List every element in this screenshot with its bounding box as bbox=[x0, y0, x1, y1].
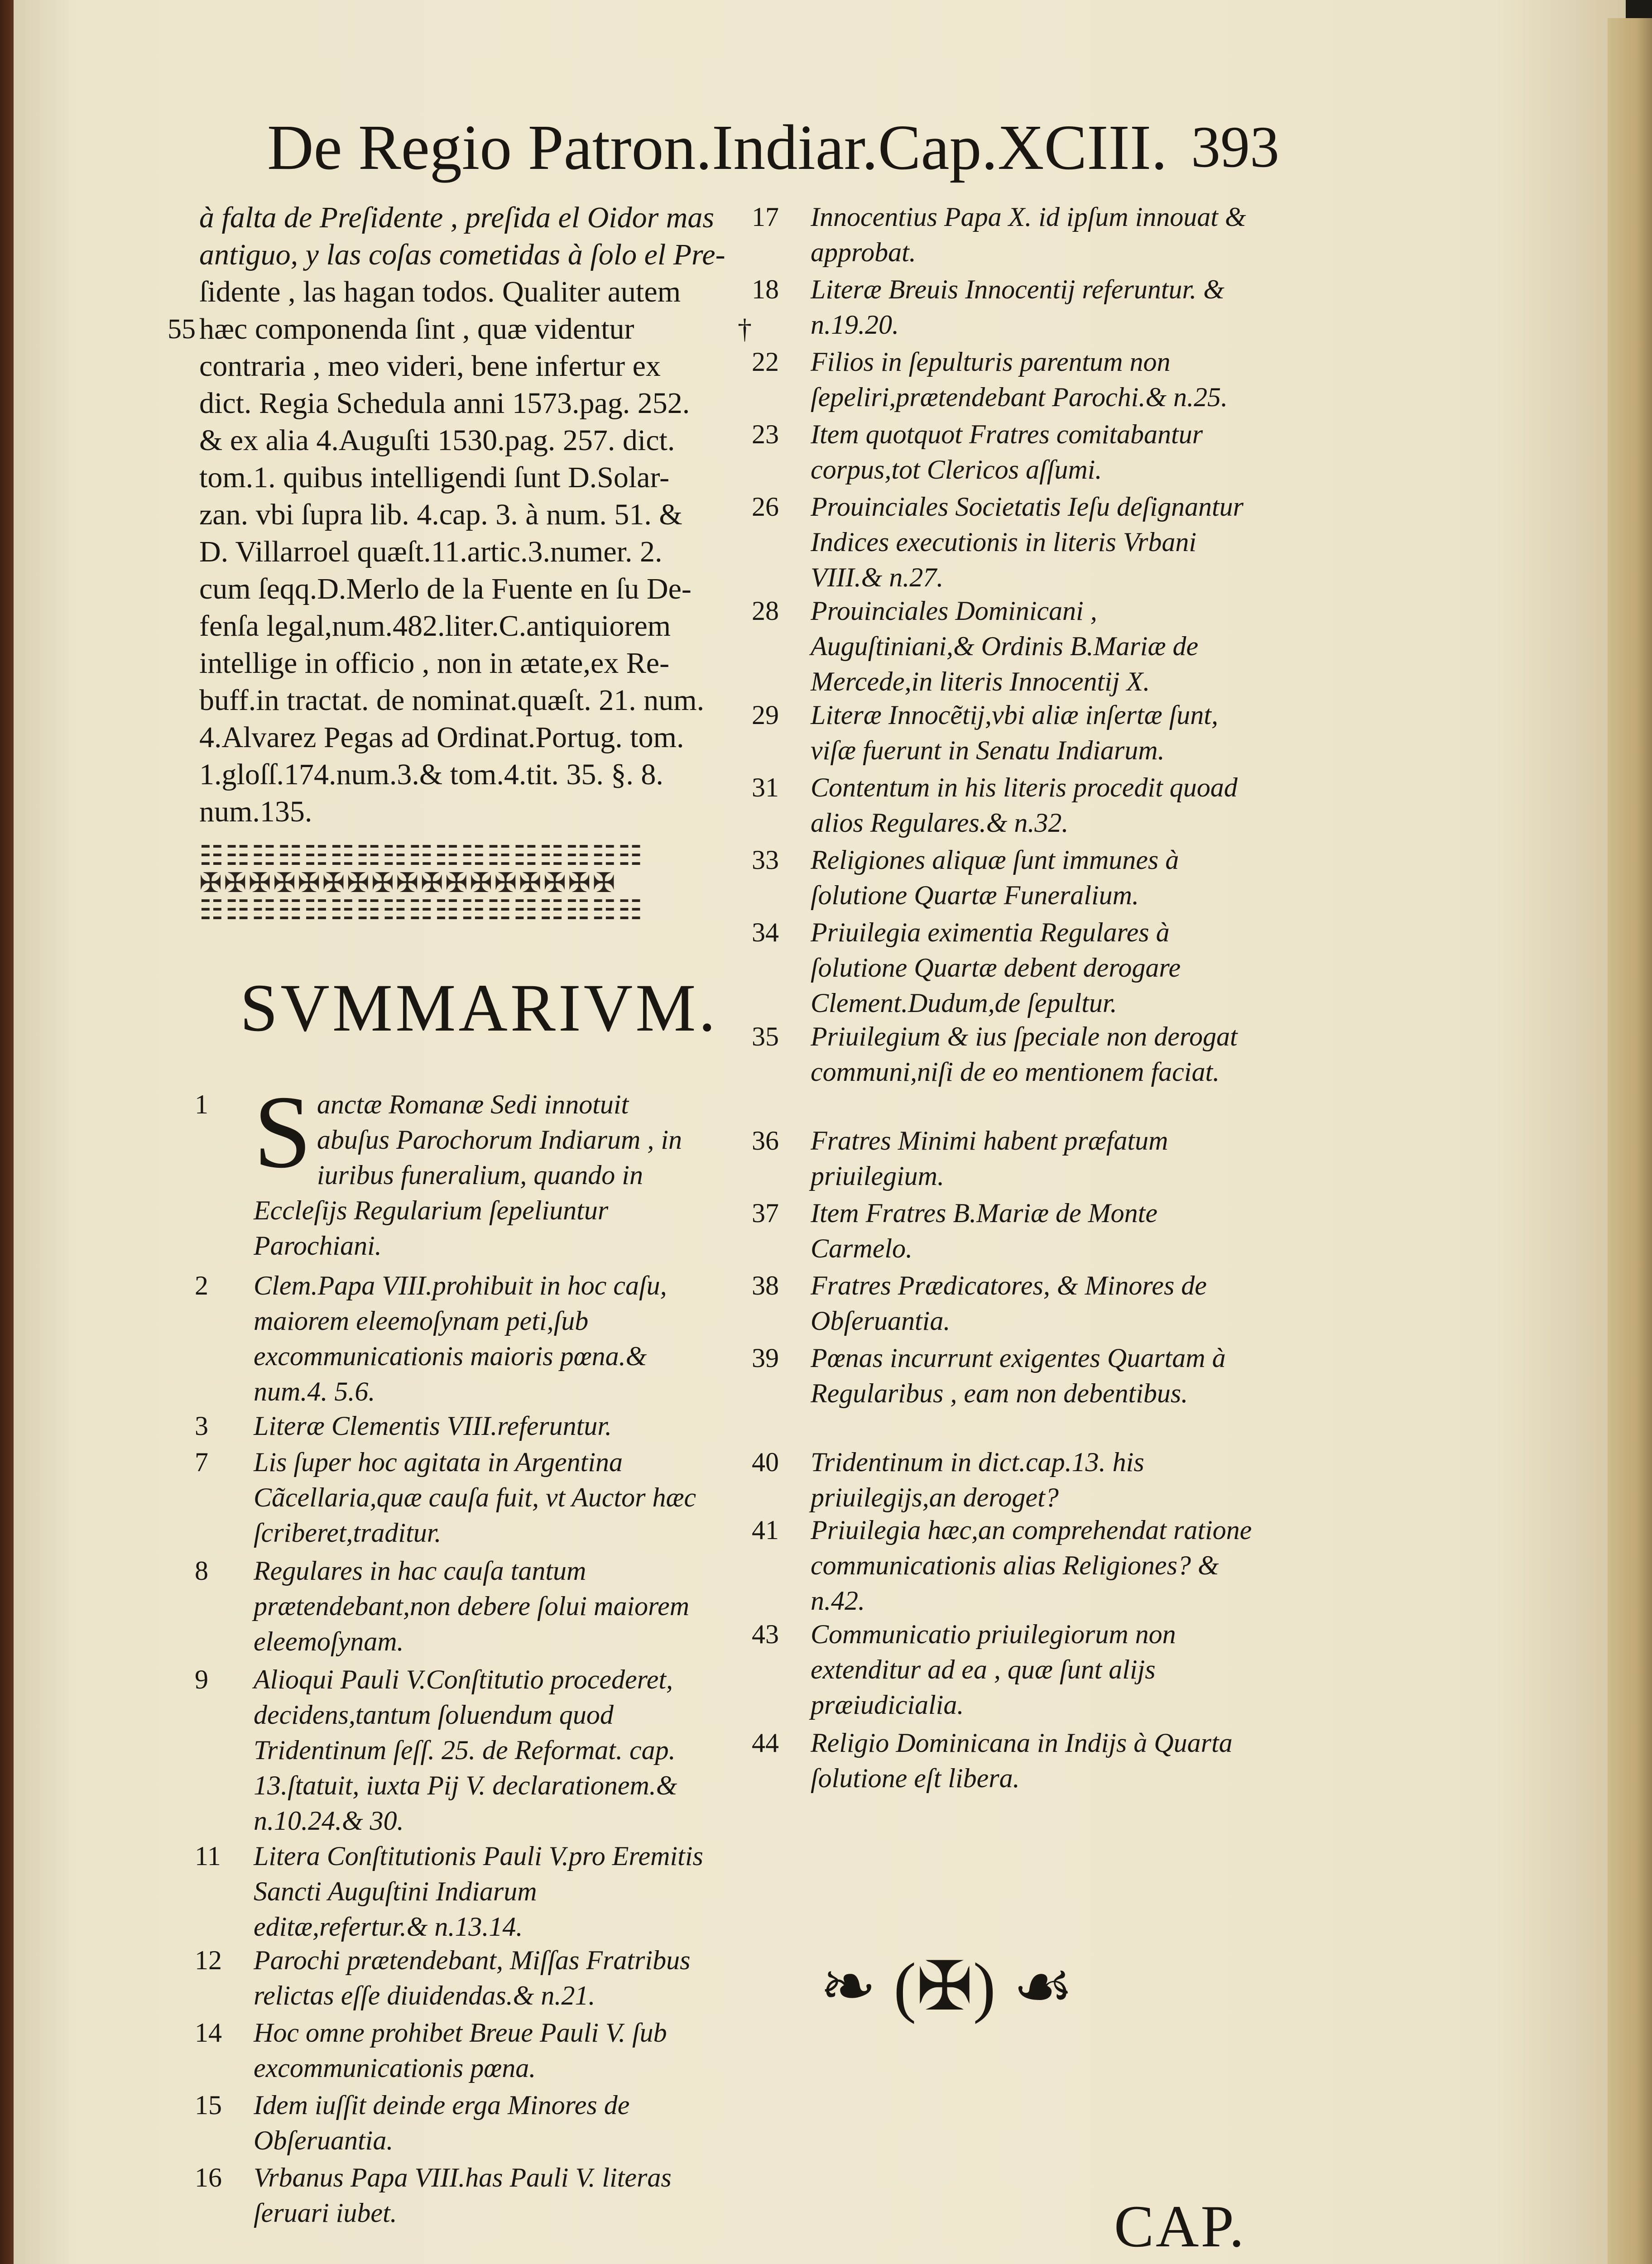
entry-text: Item quotquot Fratres comitabantur corpus,tot Clericos aſſumi. bbox=[811, 419, 1203, 484]
summary-entry bbox=[195, 1408, 706, 1444]
summary-title: SVMMARIVM. bbox=[240, 970, 719, 1046]
text-line: antiguo, y las coſas cometidas à ſolo el Pre- bbox=[199, 238, 725, 271]
entry-text: Vrbanus Papa VIII.has Pauli V. literas ſeruari iubet. bbox=[254, 2163, 672, 2228]
entry-number: 31 bbox=[752, 772, 779, 802]
entry-number: 38 bbox=[752, 1271, 779, 1300]
summary-entry bbox=[752, 1725, 1263, 1796]
summary-entry bbox=[752, 697, 1263, 768]
entry-number: 35 bbox=[752, 1022, 779, 1051]
text-line: & ex alia 4.Auguſti 1530.pag. 257. dict. bbox=[199, 424, 675, 457]
entry-text: Prouinciales Dominicani , Auguſtiniani,& Ordinis B.Mariæ de Mercede,in literis Innocentij X. bbox=[811, 596, 1199, 696]
summary-entry bbox=[752, 272, 1263, 342]
entry-number: 8 bbox=[195, 1556, 208, 1586]
summary-entry bbox=[195, 2160, 706, 2230]
entry-number: 44 bbox=[752, 1728, 779, 1758]
entry-text: Filios in ſepulturis parentum non ſepeliri,prætendebant Parochi.& n.25. bbox=[811, 347, 1228, 412]
entry-number: 3 bbox=[195, 1411, 208, 1441]
entry-text: Innocentius Papa X. id ipſum innouat & approbat. bbox=[811, 202, 1246, 267]
text-line: à falta de Preſidente , preſida el Oidor mas bbox=[199, 201, 715, 234]
page-edge bbox=[1608, 18, 1652, 2264]
summary-entry bbox=[752, 1123, 1263, 1194]
summary-entry bbox=[752, 593, 1263, 699]
entry-text: Priuilegium & ius ſpeciale non derogat communi,niſi de eo mentionem faciat. bbox=[811, 1022, 1238, 1087]
summary-entry bbox=[752, 915, 1263, 1021]
main-paragraph bbox=[168, 199, 752, 830]
entry-number: 9 bbox=[195, 1664, 208, 1694]
entry-number: 43 bbox=[752, 1619, 779, 1649]
summary-entry bbox=[752, 1268, 1263, 1338]
entry-number: 14 bbox=[195, 2018, 222, 2048]
margin-number: 55 bbox=[168, 314, 196, 345]
entry-number: 17 bbox=[752, 202, 779, 232]
book-page bbox=[14, 0, 1626, 2264]
text-line: buff.in tractat. de nominat.quæſt. 21. num. bbox=[199, 684, 705, 717]
summary-entry bbox=[752, 1340, 1263, 1411]
entry-number: 33 bbox=[752, 845, 779, 875]
entry-text: Tridentinum in dict.cap.13. his priuilegijs,an deroget? bbox=[811, 1447, 1144, 1512]
summary-entry bbox=[752, 1616, 1263, 1722]
summary-entry bbox=[195, 1074, 706, 1263]
text-line: zan. vbi ſupra lib. 4.cap. 3. à num. 51. & bbox=[199, 498, 682, 531]
catchword: CAP. bbox=[1114, 2193, 1246, 2259]
text-line: hæc componenda ſint , quæ videntur bbox=[199, 312, 634, 345]
entry-text: Litera Conſtitutionis Pauli V.pro Eremitis Sancti Auguſtini Indiarum editæ,refertur.& n.13.14. bbox=[254, 1841, 703, 1942]
summary-entry bbox=[752, 344, 1263, 415]
entry-text: Fratres Prædicatores, & Minores de Obſeruantia. bbox=[811, 1271, 1207, 1336]
entry-text: Prouinciales Societatis Ieſu deſignantur Indices executionis in literis Vrbani VIII.& n.27. bbox=[811, 492, 1244, 592]
entry-text: Parochi prætendebant, Miſſas Fratribus relictas eſſe diuidendas.& n.21. bbox=[254, 1945, 691, 2010]
page-number: 393 bbox=[1191, 115, 1279, 180]
entry-text: anctæ Romanæ Sedi innotuit abuſus Parochorum Indiarum , in iuribus funeralium, quando in Eccleſijs Regularium ſepeliuntur Parochiani. bbox=[254, 1089, 682, 1261]
summary-entry bbox=[195, 2015, 706, 2086]
entry-text: Hoc omne prohibet Breue Pauli V. ſub excommunicationis pœna. bbox=[254, 2018, 667, 2083]
entry-number: 1 bbox=[195, 1089, 208, 1119]
text-line: D. Villarroel quæſt.11.artic.3.numer. 2. bbox=[199, 535, 663, 568]
summary-entry bbox=[752, 417, 1263, 487]
dagger-mark: † bbox=[738, 314, 752, 345]
running-header bbox=[267, 109, 1291, 186]
summary-entry bbox=[195, 1943, 706, 2013]
entry-text: Alioqui Pauli V.Conſtitutio procederet, decidens,tantum ſoluendum quod Tridentinum ſeſſ. 25. de Reformat. cap. 13.ſtatuit, iuxta Pij V. declarationem.& n.10.24.& 30. bbox=[254, 1664, 677, 1836]
ornament-row: ☷☷☷☷☷☷☷☷☷☷☷☷☷☷☷☷☷ bbox=[199, 895, 644, 924]
entry-number: 41 bbox=[752, 1515, 779, 1545]
entry-number: 7 bbox=[195, 1447, 208, 1477]
entry-number: 40 bbox=[752, 1447, 779, 1477]
text-line: 1.gloſſ.174.num.3.& tom.4.tit. 35. §. 8. bbox=[199, 758, 663, 791]
fleuron-ornament: ❧ (✠) ☙ bbox=[820, 1949, 1074, 2024]
text-line: tom.1. quibus intelligendi ſunt D.Solar- bbox=[199, 461, 670, 494]
summary-entry bbox=[195, 1553, 706, 1659]
summary-entry bbox=[195, 1444, 706, 1550]
entry-number: 12 bbox=[195, 1945, 222, 1975]
summary-entry bbox=[752, 1019, 1263, 1089]
summary-entry bbox=[195, 1268, 706, 1409]
entry-text: Priuilegia eximentia Regulares à ſolutione Quartæ debent derogare Clement.Dudum,de ſepultur. bbox=[811, 917, 1181, 1018]
text-line: cum ſeqq.D.Merlo de la Fuente en ſu De- bbox=[199, 572, 692, 605]
summary-entry bbox=[752, 1444, 1263, 1515]
ornament-row: ☷☷☷☷☷☷☷☷☷☷☷☷☷☷☷☷☷ bbox=[199, 842, 644, 871]
entry-text: Pœnas incurrunt exigentes Quartam à Regularibus , eam non debentibus. bbox=[811, 1343, 1226, 1408]
entry-number: 29 bbox=[752, 700, 779, 730]
entry-text: Contentum in his literis procedit quoad alios Regulares.& n.32. bbox=[811, 772, 1238, 838]
summary-entry bbox=[195, 1662, 706, 1838]
summary-entry bbox=[195, 2087, 706, 2158]
entry-text: Item Fratres B.Mariæ de Monte Carmelo. bbox=[811, 1198, 1157, 1263]
text-line: contraria , meo videri, bene infertur ex bbox=[199, 350, 661, 383]
entry-text: Idem iuſſit deinde erga Minores de Obſeruantia. bbox=[254, 2090, 630, 2155]
text-line: num.135. bbox=[199, 795, 312, 828]
entry-number: 16 bbox=[195, 2163, 222, 2192]
entry-text: Religio Dominicana in Indijs à Quarta ſolutione eſt libera. bbox=[811, 1728, 1233, 1793]
summary-entry bbox=[752, 1512, 1263, 1618]
text-line: intellige in officio , non in ætate,ex Re- bbox=[199, 647, 670, 680]
entry-text: Literæ Breuis Innocentij referuntur. & n.19.20. bbox=[811, 274, 1225, 340]
entry-text: Lis ſuper hoc agitata in Argentina Cãcellaria,quæ cauſa fuit, vt Auctor hæc ſcriberet,traditur. bbox=[254, 1447, 696, 1548]
entry-text: Communicatio priuilegiorum non extenditur ad ea , quæ ſunt alijs præiudicialia. bbox=[811, 1619, 1176, 1720]
entry-number: 15 bbox=[195, 2090, 222, 2120]
drop-cap: S bbox=[254, 1074, 312, 1190]
summary-entry bbox=[752, 489, 1263, 595]
entry-number: 22 bbox=[752, 347, 779, 377]
entry-number: 39 bbox=[752, 1343, 779, 1373]
summary-entry bbox=[752, 199, 1263, 270]
entry-number: 34 bbox=[752, 917, 779, 947]
entry-number: 18 bbox=[752, 274, 779, 304]
entry-text: Religiones aliquæ ſunt immunes à ſolutione Quartæ Funeralium. bbox=[811, 845, 1179, 910]
entry-text: Regulares in hac cauſa tantum prætendebant,non debere ſolui maiorem eleemoſynam. bbox=[254, 1556, 690, 1656]
summary-entry bbox=[752, 842, 1263, 913]
entry-text: Literæ Clementis VIII.referuntur. bbox=[254, 1411, 612, 1441]
entry-number: 23 bbox=[752, 419, 779, 449]
text-line: ſidente , las hagan todos. Qualiter autem bbox=[199, 275, 681, 308]
entry-number: 36 bbox=[752, 1126, 779, 1156]
entry-number: 37 bbox=[752, 1198, 779, 1228]
text-line: 4.Alvarez Pegas ad Ordinat.Portug. tom. bbox=[199, 721, 684, 754]
entry-text: Clem.Papa VIII.prohibuit in hoc caſu, maiorem eleemoſynam peti,ſub excommunicationis maioris pœna.& num.4. 5.6. bbox=[254, 1271, 667, 1406]
entry-number: 2 bbox=[195, 1271, 208, 1300]
summary-entry bbox=[195, 1838, 706, 1944]
entry-text: Fratres Minimi habent præfatum priuilegium. bbox=[811, 1126, 1168, 1191]
ornament-band bbox=[199, 842, 720, 924]
entry-text: Literæ Innocẽtij,vbi aliæ inſertæ ſunt, viſæ fuerunt in Senatu Indiarum. bbox=[811, 700, 1218, 765]
summary-entry bbox=[752, 770, 1263, 840]
entry-number: 11 bbox=[195, 1841, 221, 1871]
text-line: fenſa legal,num.482.liter.C.antiquiorem bbox=[199, 609, 671, 643]
running-title: De Regio Patron.Indiar.Cap.XCIII. bbox=[267, 111, 1167, 183]
entry-number: 26 bbox=[752, 492, 779, 522]
entry-number: 28 bbox=[752, 596, 779, 626]
entry-text: Priuilegia hæc,an comprehendat ratione communicationis alias Religiones? & n.42. bbox=[811, 1515, 1252, 1616]
text-line: dict. Regia Schedula anni 1573.pag. 252. bbox=[199, 387, 690, 420]
ornament-row: ✠✠✠✠✠✠✠✠✠✠✠✠✠✠✠✠✠ bbox=[199, 868, 617, 898]
summary-entry bbox=[752, 1195, 1263, 1266]
